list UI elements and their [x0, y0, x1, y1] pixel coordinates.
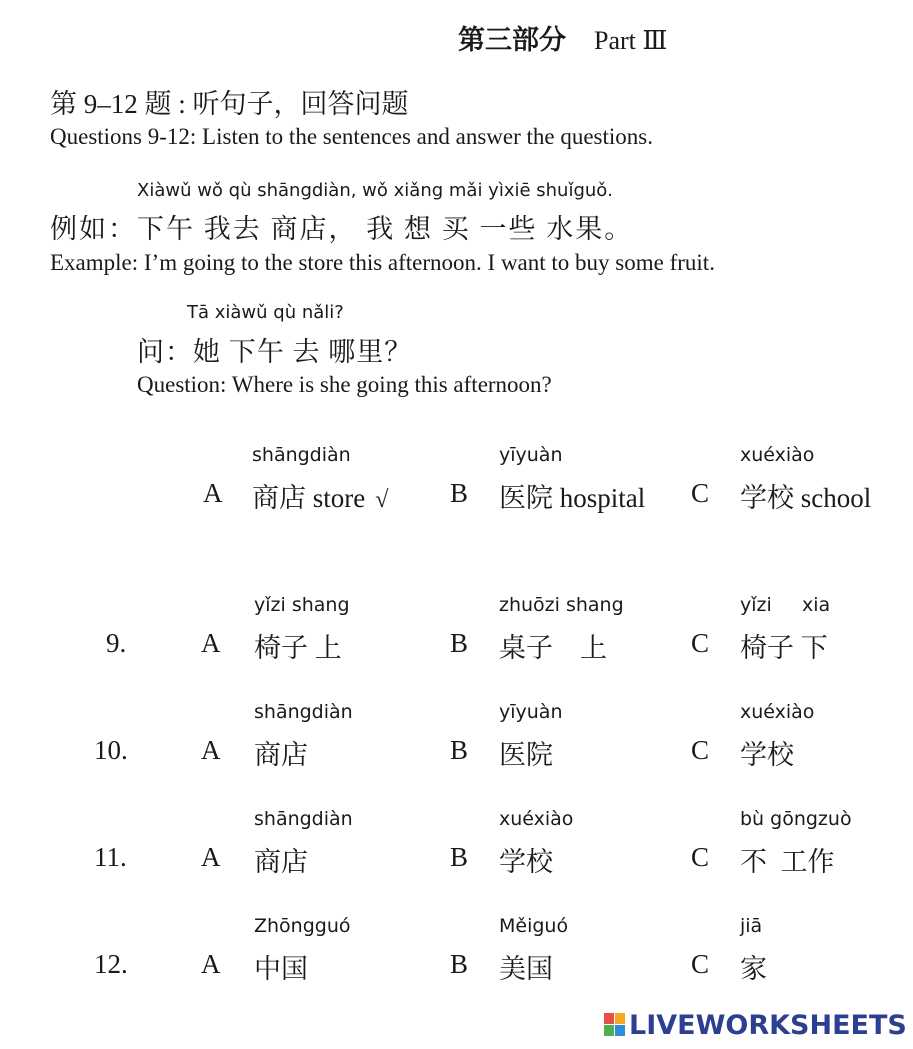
option-letter-b[interactable]: B — [450, 628, 469, 658]
option-c-text[interactable]: 家 — [740, 954, 767, 984]
option-letter-c[interactable]: C — [691, 842, 710, 872]
brand-text: LIVEWORKSHEETS — [629, 1010, 907, 1041]
option-c-text[interactable]: 学校 — [740, 740, 794, 770]
example-option-a — [252, 476, 388, 515]
example-question-pinyin: Tā xiàwǔ qù nǎli? — [187, 302, 344, 323]
example-pinyin: Xiàwǔ wǒ qù shāngdiàn, wǒ xiǎng mǎi yìxiē shuǐguǒ. — [137, 180, 614, 201]
option-text: 商店 store — [252, 483, 366, 513]
question-row-10 — [0, 701, 913, 771]
option-letter-b[interactable]: B — [450, 949, 469, 979]
question-number: 11. — [94, 842, 127, 872]
question-row-11 — [0, 808, 913, 878]
option-pinyin: jiā — [740, 915, 763, 937]
option-letter-a[interactable]: A — [201, 628, 221, 658]
option-letter-c[interactable]: C — [691, 735, 710, 765]
example-options-row — [0, 444, 913, 514]
liveworksheets-icon — [604, 1013, 626, 1037]
option-letter-a[interactable]: A — [201, 842, 221, 872]
option-pinyin: shāngdiàn — [254, 808, 353, 830]
example-sentence-en: Example: I’m going to the store this afternoon. I want to buy some fruit. — [50, 250, 715, 275]
example-option-c: 学校 school — [740, 483, 872, 513]
example-sentence-cn: 例如：下午 我去 商店， 我 想 买 一些 水果。 — [50, 214, 634, 244]
liveworksheets-logo — [604, 1010, 907, 1041]
option-letter-b: B — [450, 478, 469, 508]
option-pinyin: xuéxiào — [499, 808, 574, 830]
option-c-text[interactable]: 不 工作 — [740, 847, 835, 877]
option-pinyin: shāngdiàn — [252, 444, 351, 466]
option-pinyin: yǐzi shang — [254, 594, 350, 616]
option-pinyin: yīyuàn — [499, 444, 563, 466]
question-number: 10. — [94, 735, 128, 765]
option-pinyin: Zhōngguó — [254, 915, 351, 937]
section-title-cn: 第三部分 — [458, 25, 566, 55]
option-pinyin: shāngdiàn — [254, 701, 353, 723]
checkmark-icon: √ — [375, 487, 389, 513]
question-number: 12. — [94, 949, 128, 979]
option-letter-a: A — [203, 478, 223, 508]
example-option-b: 医院 hospital — [499, 483, 646, 513]
instructions-cn: 第 9–12 题 : 听句子，回答问题 — [50, 89, 409, 119]
option-b-text[interactable]: 桌子 上 — [499, 633, 607, 663]
option-letter-c: C — [691, 478, 710, 508]
option-pinyin: xuéxiào — [740, 701, 815, 723]
option-letter-c[interactable]: C — [691, 949, 710, 979]
example-question-cn: 问：她 下午 去 哪里？ — [137, 337, 413, 367]
option-pinyin: xuéxiào — [740, 444, 815, 466]
option-pinyin: yīyuàn — [499, 701, 563, 723]
option-a-text[interactable]: 中国 — [254, 954, 308, 984]
option-a-text[interactable]: 商店 — [254, 847, 308, 877]
option-letter-a[interactable]: A — [201, 949, 221, 979]
option-letter-c[interactable]: C — [691, 628, 710, 658]
question-row-9 — [0, 594, 913, 664]
option-b-text[interactable]: 美国 — [499, 954, 553, 984]
option-a-text[interactable]: 商店 — [254, 740, 308, 770]
option-pinyin: bù gōngzuò — [740, 808, 852, 830]
example-question-en: Question: Where is she going this afternoon? — [137, 372, 552, 397]
instructions-en: Questions 9-12: Listen to the sentences and answer the questions. — [50, 124, 653, 149]
option-a-text[interactable]: 椅子 上 — [254, 633, 342, 663]
option-b-text[interactable]: 学校 — [499, 847, 553, 877]
option-pinyin: zhuōzi shang — [499, 594, 624, 616]
option-b-text[interactable]: 医院 — [499, 740, 553, 770]
option-letter-b[interactable]: B — [450, 735, 469, 765]
section-title-en: Part Ⅲ — [594, 26, 668, 55]
option-letter-a[interactable]: A — [201, 735, 221, 765]
question-number: 9. — [106, 628, 127, 658]
option-pinyin: Měiguó — [499, 915, 569, 937]
option-pinyin: yǐzi xia — [740, 594, 831, 616]
section-title — [458, 18, 667, 57]
option-c-text[interactable]: 椅子 下 — [740, 633, 828, 663]
question-row-12 — [0, 915, 913, 985]
option-letter-b[interactable]: B — [450, 842, 469, 872]
